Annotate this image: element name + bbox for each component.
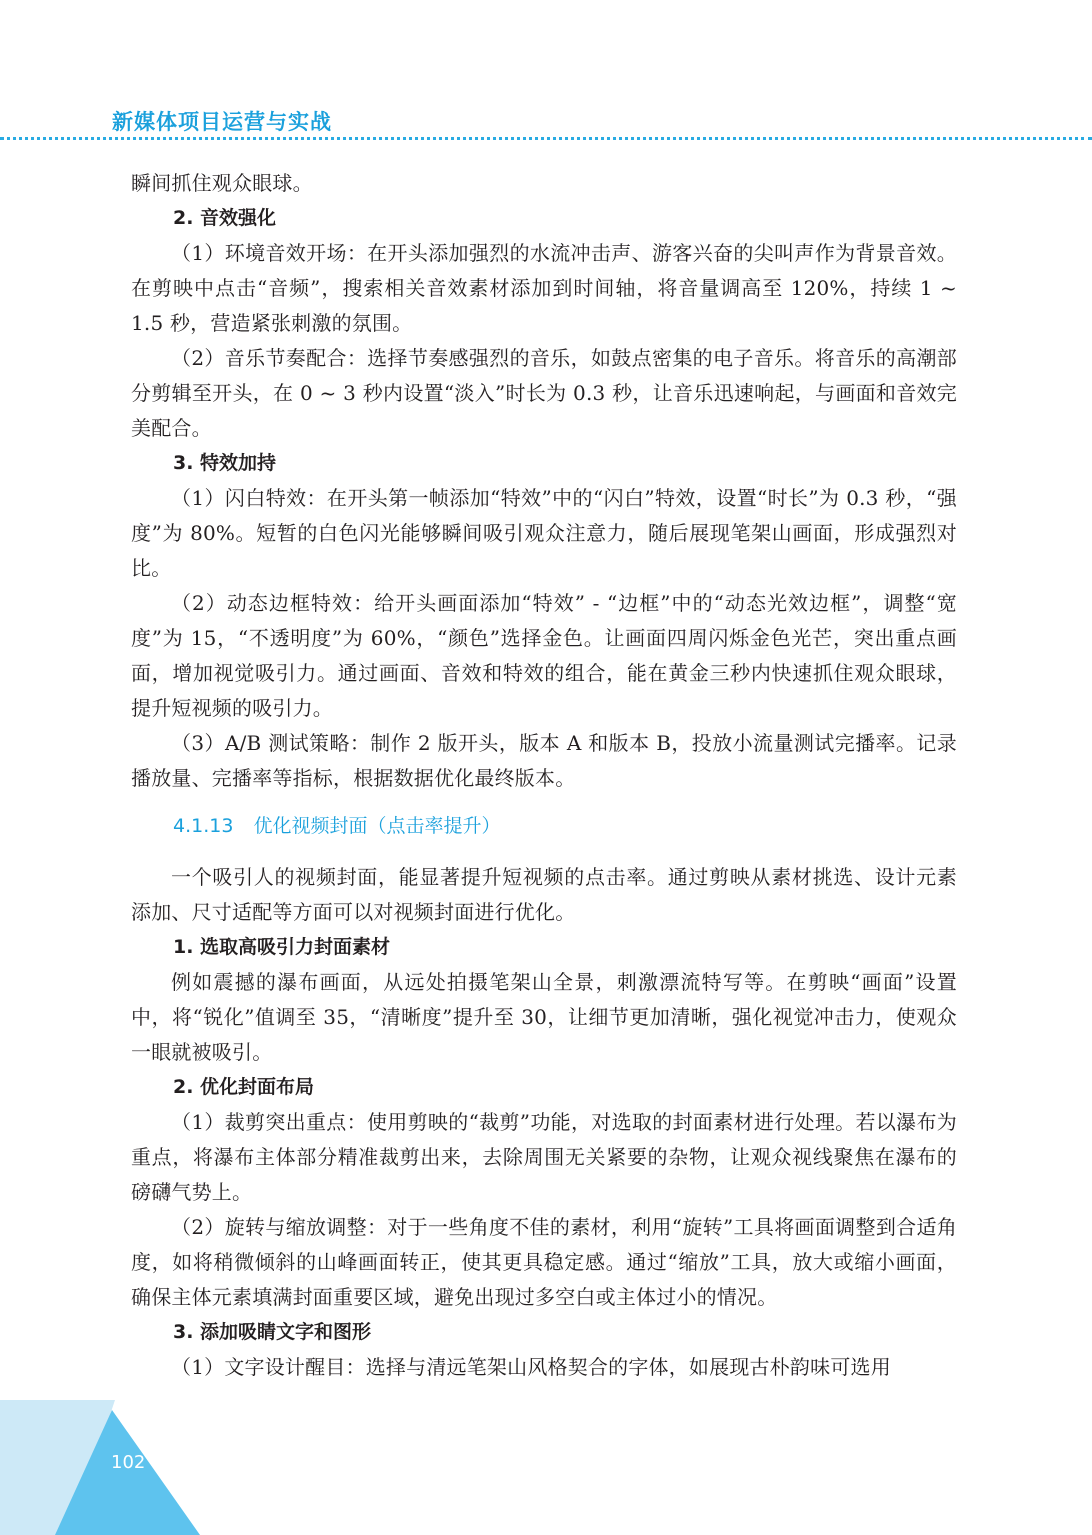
paragraph: （2）旋转与缩放调整：对于一些角度不佳的素材，利用“旋转”工具将画面调整到合适角度，如将稍微倾斜的山峰画面转正，使其更具稳定感。通过“缩放”工具，放大或缩小画面，确保主体元素填满封面重要区域，避免出现过多空白或主体过小的情况。 xyxy=(131,1215,957,1309)
header-dotted-rule xyxy=(0,137,1092,140)
paragraph: 一个吸引人的视频封面，能显著提升短视频的点击率。通过剪映从素材挑选、设计元素添加、尺寸适配等方面可以对视频封面进行优化。 xyxy=(131,865,957,924)
section-number: 4.1.13 xyxy=(173,815,234,837)
paragraph-continuation: 瞬间抓住观众眼球。 xyxy=(131,171,313,195)
heading-layout: 2. 优化封面布局 xyxy=(173,1076,315,1098)
heading-sound: 2. 音效强化 xyxy=(173,207,277,229)
paragraph: （1）环境音效开场：在开头添加强烈的水流冲击声、游客兴奋的尖叫声作为背景音效。在剪映中点击“音频”，搜索相关音效素材添加到时间轴，将音量调高至 120%，持续 1 ~ 1.5 秒，营造紧张刺激的氛围。 xyxy=(131,241,957,335)
paragraph: （1）裁剪突出重点：使用剪映的“裁剪”功能，对选取的封面素材进行处理。若以瀑布为重点，将瀑布主体部分精准裁剪出来，去除周围无关紧要的杂物，让观众视线聚焦在瀑布的磅礴气势上。 xyxy=(131,1110,957,1204)
paragraph: （1）闪白特效：在开头第一帧添加“特效”中的“闪白”特效，设置“时长”为 0.3 秒，“强度”为 80%。短暂的白色闪光能够瞬间吸引观众注意力，随后展现笔架山画面，形成强烈对比。 xyxy=(131,486,957,580)
paragraph: 例如震撼的瀑布画面，从远处拍摄笔架山全景，刺激漂流特写等。在剪映“画面”设置中，将“锐化”值调至 35，“清晰度”提升至 30，让细节更加清晰，强化视觉冲击力，使观众一眼就被吸引。 xyxy=(131,970,957,1064)
page-content xyxy=(131,166,957,1385)
book-title: 新媒体项目运营与实战 xyxy=(112,110,332,134)
page-number: 102 xyxy=(111,1452,146,1473)
heading-text: 3. 添加吸睛文字和图形 xyxy=(173,1321,372,1343)
paragraph: （3）A/B 测试策略：制作 2 版开头，版本 A 和版本 B，投放小流量测试完播率。记录播放量、完播率等指标，根据数据优化最终版本。 xyxy=(131,731,957,790)
heading-select: 1. 选取高吸引力封面素材 xyxy=(173,936,391,958)
paragraph: （1）文字设计醒目：选择与清远笔架山风格契合的字体，如展现古朴韵味可选用 xyxy=(171,1355,891,1379)
paragraph: （2）动态边框特效：给开头画面添加“特效” - “边框”中的“动态光效边框”，调整“宽度”为 15，“不透明度”为 60%，“颜色”选择金色。让画面四周闪烁金色光芒，突出重点画面，增加视觉吸引力。通过画面、音效和特效的组合，能在黄金三秒内快速抓住观众眼球，提升短视频的吸引力。 xyxy=(131,591,957,720)
heading-effects: 3. 特效加持 xyxy=(173,452,277,474)
section-heading xyxy=(131,808,957,844)
paragraph: （2）音乐节奏配合：选择节奏感强烈的音乐，如鼓点密集的电子音乐。将音乐的高潮部分剪辑至开头，在 0 ~ 3 秒内设置“淡入”时长为 0.3 秒，让音乐迅速响起，与画面和音效完美配合。 xyxy=(131,346,957,440)
section-title: 优化视频封面（点击率提升） xyxy=(253,815,501,837)
